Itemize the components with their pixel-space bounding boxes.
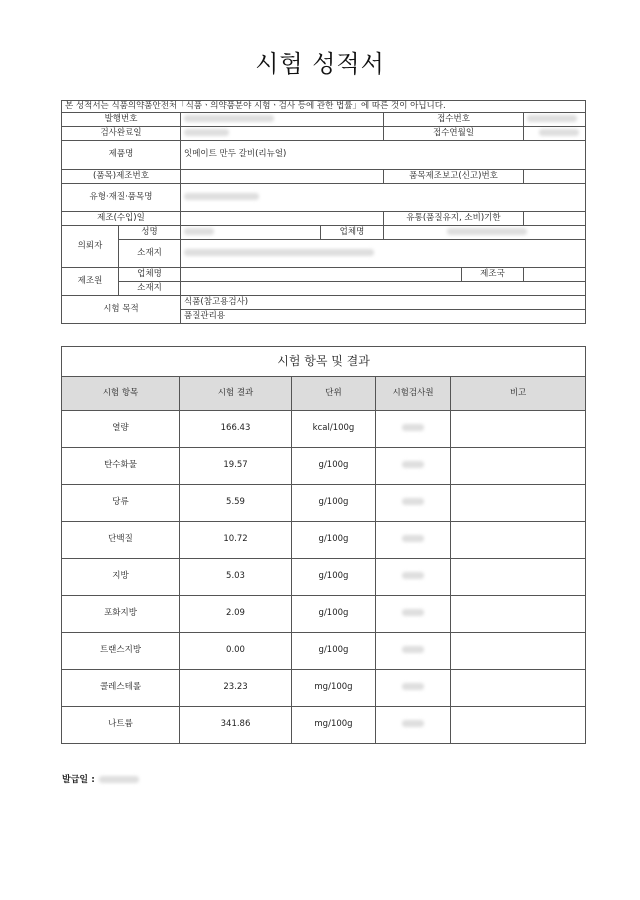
manufacturer-address-value (181, 282, 586, 296)
product-name-label: 제품명 (62, 141, 181, 170)
result-item: 열량 (62, 411, 180, 448)
result-value: 341.86 (180, 707, 292, 744)
country-label: 제조국 (462, 268, 524, 282)
result-inspector (376, 522, 451, 559)
result-value: 23.23 (180, 670, 292, 707)
result-remarks (451, 670, 586, 707)
header-item: 시험 항목 (62, 377, 180, 411)
result-inspector (376, 596, 451, 633)
receipt-date-value (524, 127, 586, 141)
header-unit: 단위 (292, 377, 376, 411)
result-item: 탄수화물 (62, 448, 180, 485)
result-unit: g/100g (292, 596, 376, 633)
result-value: 5.03 (180, 559, 292, 596)
result-inspector (376, 633, 451, 670)
result-item: 지방 (62, 559, 180, 596)
result-remarks (451, 448, 586, 485)
result-item: 나트륨 (62, 707, 180, 744)
table-row (62, 596, 586, 633)
result-inspector (376, 559, 451, 596)
type-value (181, 184, 586, 212)
result-inspector (376, 485, 451, 522)
result-value: 19.57 (180, 448, 292, 485)
results-section-title: 시험 항목 및 결과 (62, 347, 586, 377)
result-remarks (451, 522, 586, 559)
header-remarks: 비고 (451, 377, 586, 411)
manufacturer-label: 제조원 (62, 268, 119, 296)
result-unit: g/100g (292, 485, 376, 522)
table-row (62, 633, 586, 670)
table-row (62, 707, 586, 744)
table-row (62, 411, 586, 448)
country-value (524, 268, 586, 282)
result-inspector (376, 670, 451, 707)
result-item: 단백질 (62, 522, 180, 559)
requester-name-label: 성명 (119, 226, 181, 240)
receipt-no-label: 접수번호 (384, 113, 524, 127)
info-table (61, 100, 586, 324)
result-remarks (451, 485, 586, 522)
issue-date-label: 발급일 : (62, 775, 95, 785)
requester-address-label: 소재지 (119, 240, 181, 268)
issue-no-value (181, 113, 384, 127)
issue-date (62, 772, 139, 785)
mfg-date-value (181, 212, 384, 226)
result-value: 2.09 (180, 596, 292, 633)
result-unit: mg/100g (292, 707, 376, 744)
expiry-label: 유통(품질유지, 소비)기한 (384, 212, 524, 226)
result-remarks (451, 596, 586, 633)
document-title: 시험 성적서 (255, 50, 385, 78)
result-item: 콜레스테롤 (62, 670, 180, 707)
requester-label: 의뢰자 (62, 226, 119, 268)
header-inspector: 시험검사원 (376, 377, 451, 411)
requester-address-value (181, 240, 586, 268)
type-label: 유형·재질·품목명 (62, 184, 181, 212)
result-unit: g/100g (292, 522, 376, 559)
purpose-label: 시험 목적 (62, 296, 181, 324)
requester-company-value (384, 226, 586, 240)
result-value: 166.43 (180, 411, 292, 448)
result-unit: g/100g (292, 448, 376, 485)
result-inspector (376, 411, 451, 448)
mfg-date-label: 제조(수입)일 (62, 212, 181, 226)
table-row (62, 559, 586, 596)
result-remarks (451, 707, 586, 744)
result-unit: mg/100g (292, 670, 376, 707)
result-unit: kcal/100g (292, 411, 376, 448)
requester-name-value (181, 226, 321, 240)
result-value: 5.59 (180, 485, 292, 522)
purpose-value-1: 식품(참고용검사) (181, 296, 586, 310)
requester-company-label: 업체명 (321, 226, 384, 240)
receipt-date-label: 접수연월일 (384, 127, 524, 141)
manufacturer-company-label: 업체명 (119, 268, 181, 282)
receipt-no-value (524, 113, 586, 127)
report-no-value (524, 170, 586, 184)
issue-no-label: 발행번호 (62, 113, 181, 127)
result-item: 트랜스지방 (62, 633, 180, 670)
manufacturer-company-value (181, 268, 462, 282)
result-inspector (376, 707, 451, 744)
result-remarks (451, 411, 586, 448)
inspection-done-label: 검사완료일 (62, 127, 181, 141)
result-remarks (451, 633, 586, 670)
table-row (62, 670, 586, 707)
issue-date-value (99, 776, 139, 783)
result-inspector (376, 448, 451, 485)
results-table (61, 346, 586, 744)
product-name-value: 잇메이트 만두 갈비(리뉴얼) (181, 141, 586, 170)
table-row (62, 522, 586, 559)
manufacturer-address-label: 소재지 (119, 282, 181, 296)
expiry-value (524, 212, 586, 226)
lot-no-value (181, 170, 384, 184)
table-row (62, 448, 586, 485)
inspection-done-value (181, 127, 384, 141)
result-item: 당류 (62, 485, 180, 522)
report-no-label: 품목제조보고(신고)번호 (384, 170, 524, 184)
table-row (62, 485, 586, 522)
result-item: 포화지방 (62, 596, 180, 633)
purpose-value-2: 품질관리용 (181, 310, 586, 324)
result-remarks (451, 559, 586, 596)
lot-no-label: (품목)제조번호 (62, 170, 181, 184)
result-unit: g/100g (292, 559, 376, 596)
header-result: 시험 결과 (180, 377, 292, 411)
notice-text: 본 성적서는 식품의약품안전처「식품ㆍ의약품분야 시험ㆍ검사 등에 관한 법률」에 따른 것이 아닙니다. (62, 101, 586, 113)
result-unit: g/100g (292, 633, 376, 670)
result-value: 10.72 (180, 522, 292, 559)
result-value: 0.00 (180, 633, 292, 670)
